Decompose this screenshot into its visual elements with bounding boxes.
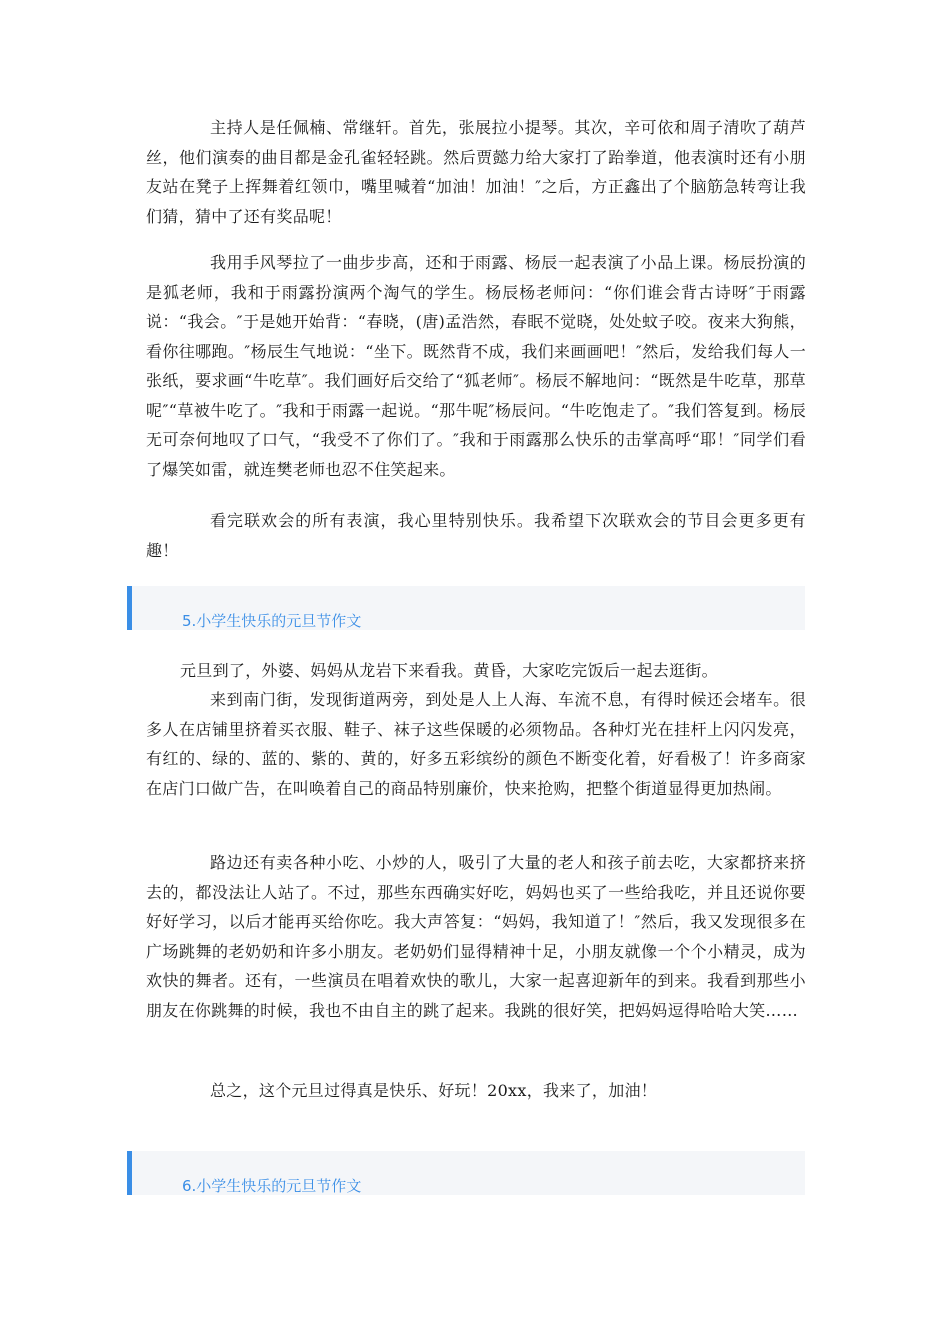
section-title-5: 5.小学生快乐的元旦节作文 [182,612,362,630]
paragraph-hosts: 主持人是任佩楠、常继轩。首先，张展拉小提琴。其次，辛可依和周子清吹了葫芦丝，他们演奏的曲目都是金孔雀轻轻跳。然后贾懿力给大家打了跆拳道，他表演时还有小朋友站在凳子上挥舞着红领巾，嘴里喊着“加油！加油！″之后，方正鑫出了个脑筋急转弯让我们猜，猜中了还有奖品呢！ [146,118,806,226]
paragraph-conclusion: 看完联欢会的所有表演，我心里特别快乐。我希望下次联欢会的节目会更多更有趣！ [146,511,806,560]
paragraph-summary: 总之，这个元旦过得真是快乐、好玩！20xx，我来了，加油！ [210,1081,658,1100]
paragraph-street: 来到南门街，发现街道两旁，到处是人上人海、车流不息，有得时候还会堵车。很多人在店铺里挤着买衣服、鞋子、袜子这些保暖的必须物品。各种灯光在挂杆上闪闪发亮，有红的、绿的、蓝的、紫的、黄的，好多五彩缤纷的颜色不断变化着，好看极了！许多商家在店门口做广告，在叫唤着自己的商品特别廉价，快来抢购，把整个街道显得更加热闹。 [146,690,806,798]
paragraph-new-year-intro: 元旦到了，外婆、妈妈从龙岩下来看我。黄昏，大家吃完饭后一起去逛街。 [180,661,718,680]
paragraph-snacks: 路边还有卖各种小吃、小炒的人，吸引了大量的老人和孩子前去吃，大家都挤来挤去的，都没法让人站了。不过，那些东西确实好吃，妈妈也买了一些给我吃，并且还说你要好好学习，以后才能再买给你吃。我大声答复：“妈妈，我知道了！″然后，我又发现很多在广场跳舞的老奶奶和许多小朋友。老奶奶们显得精神十足，小朋友就像一个个小精灵，成为欢快的舞者。还有，一些演员在唱着欢快的歌儿，大家一起喜迎新年的到来。我看到那些小朋友在你跳舞的时候，我也不由自主的跳了起来。我跳的很好笑，把妈妈逗得哈哈大笑…… [146,853,806,1020]
paragraph-skit: 我用手风琴拉了一曲步步高，还和于雨露、杨辰一起表演了小品上课。杨辰扮演的是狐老师，我和于雨露扮演两个淘气的学生。杨辰杨老师问：“你们谁会背古诗呀″于雨露说：“我会。″于是她开始背：“春晓，(唐)孟浩然，春眠不觉晓，处处蚊子咬。夜来大狗熊，看你往哪跑。″杨辰生气地说：“坐下。既然背不成，我们来画画吧！″然后，发给我们每人一张纸，要求画“牛吃草″。我们画好后交给了“狐老师″。杨辰不解地问：“既然是牛吃草，那草呢″“草被牛吃了。″我和于雨露一起说。“那牛呢″杨辰问。“牛吃饱走了。″我们答复到。杨辰无可奈何地叹了口气，“我受不了你们了。″我和于雨露那么快乐的击掌高呼“耶！″同学们看了爆笑如雷，就连樊老师也忍不住笑起来。 [146,253,806,479]
section-title-6: 6.小学生快乐的元旦节作文 [182,1177,362,1195]
section-header-6 [127,1151,805,1195]
section-header-5 [127,586,805,630]
